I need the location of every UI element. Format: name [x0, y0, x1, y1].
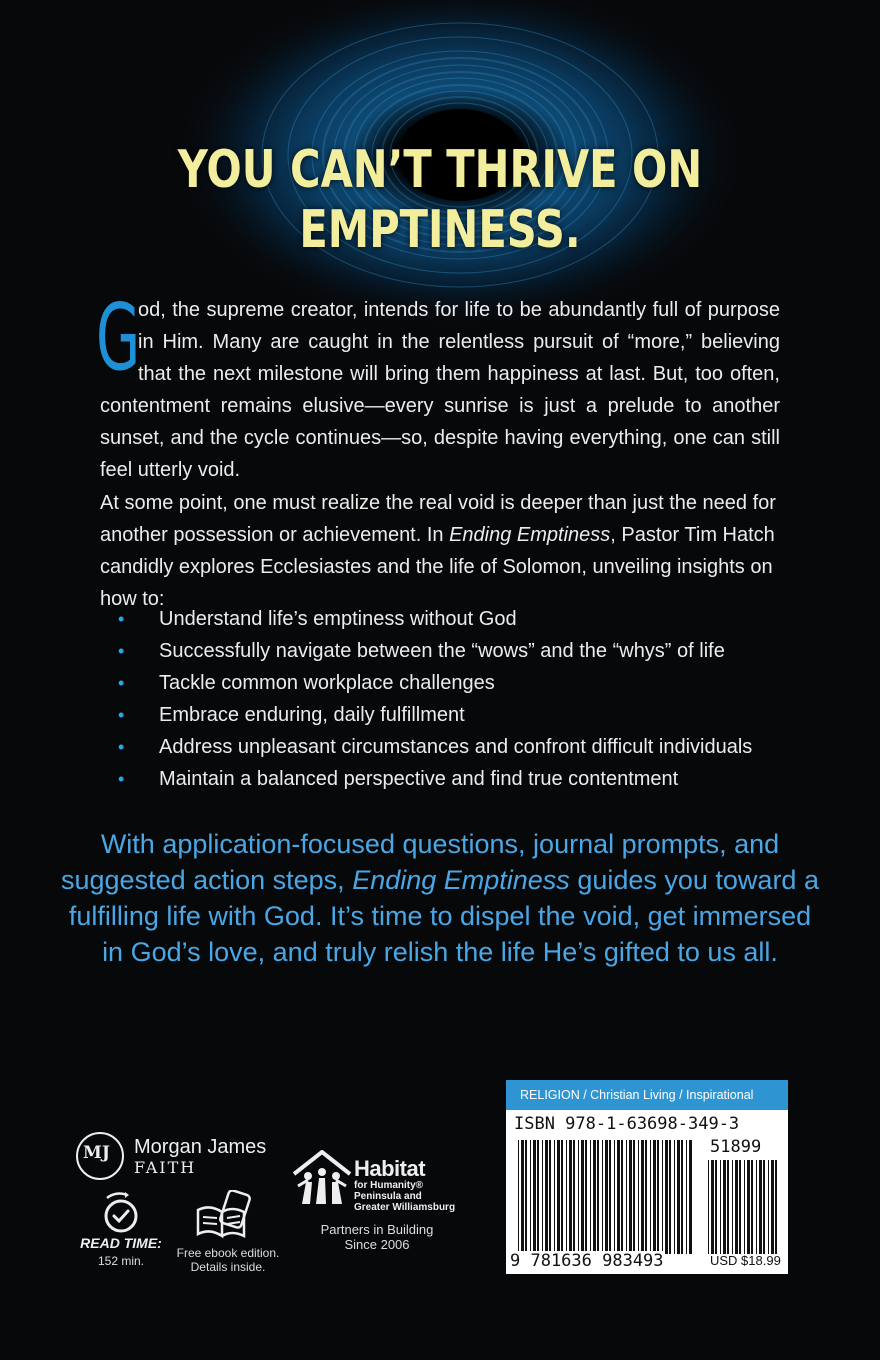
barcode-bar: [768, 1160, 769, 1254]
intro-text: od, the supreme creator, intends for life to be abundantly full of purpose in Him. Many are caught in the relentless pursuit of “more,” believing that the next milestone will bring them happiness at last. But, too often, contentment remains elusive—every sunrise is just a prelude to another sunset, and the cycle continues—so, despite having everything, one can still feel utterly void.: [100, 299, 780, 481]
barcode-bar: [708, 1160, 709, 1254]
barcode-bar: [614, 1140, 615, 1254]
list-item: • Address unpleasant circumstances and confront difficult individuals: [118, 731, 798, 763]
publisher-imprint: FAITH: [134, 1158, 197, 1177]
barcode-bar: [650, 1140, 651, 1254]
drop-cap: G: [96, 284, 141, 391]
list-item: • Successfully navigate between the “wows” and the “whys” of life: [118, 635, 798, 667]
read-time-label: READ TIME:: [80, 1235, 162, 1251]
ebook-device-icon: [194, 1190, 254, 1242]
barcode-bar: [727, 1160, 729, 1254]
isbn-text: ISBN 978-1-63698-349-3: [514, 1114, 740, 1134]
barcode-bar: [629, 1140, 632, 1254]
barcode-bar: [557, 1140, 560, 1254]
list-item: • Maintain a balanced perspective and find true contentment: [118, 763, 798, 795]
barcode-bar: [723, 1160, 726, 1254]
barcode-bar: [720, 1160, 721, 1254]
barcode-bar: [763, 1160, 765, 1254]
barcode-bar: [689, 1140, 692, 1254]
barcode-bar: [669, 1140, 671, 1254]
bisac-category: RELIGION / Christian Living / Inspirational: [506, 1080, 788, 1110]
closing-paragraph: With application-focused questions, journal prompts, and suggested action steps, Ending Emptiness guides you toward a fulfilling life with God. It’s time to dispel the void, get immersed in God’s love, and truly relish the life He’s gifted to us all.: [61, 829, 819, 967]
barcode-bar: [561, 1140, 563, 1254]
barcode-bar: [711, 1160, 714, 1254]
barcode-panel: [506, 1080, 788, 1274]
barcode-bar: [775, 1160, 777, 1254]
barcode-bar: [518, 1140, 519, 1254]
price-code: 51899: [710, 1137, 762, 1157]
barcode-bar: [602, 1140, 603, 1254]
barcode-bar: [715, 1160, 717, 1254]
list-item: • Tackle common workplace challenges: [118, 667, 798, 699]
barcode-bar: [597, 1140, 599, 1254]
barcode-bar: [549, 1140, 551, 1254]
barcode-bar: [590, 1140, 591, 1254]
barcode-bar: [578, 1140, 579, 1254]
barcode-bar: [759, 1160, 762, 1254]
barcode-bar: [545, 1140, 548, 1254]
bullet-icon: •: [118, 769, 125, 789]
barcode-bar: [609, 1140, 611, 1254]
list-item: • Understand life’s emptiness without God: [118, 603, 798, 635]
barcode-bar: [653, 1140, 656, 1254]
barcode-bar: [626, 1140, 627, 1254]
barcode-bar: [747, 1160, 750, 1254]
barcode-bar: [771, 1160, 774, 1254]
barcode-bar: [657, 1140, 659, 1254]
barcode-bar: [581, 1140, 584, 1254]
book-title: Ending Emptiness: [352, 865, 570, 895]
barcode-bar: [641, 1140, 644, 1254]
habitat-subtitle: for Humanity® Peninsula and Greater Williamsburg: [354, 1180, 456, 1213]
habitat-partners: Partners in Building Since 2006: [320, 1222, 434, 1252]
barcode-bar: [674, 1140, 675, 1254]
price: USD $18.99: [710, 1253, 781, 1268]
barcode-bar: [744, 1160, 745, 1254]
read-time-value: 152 min.: [97, 1254, 145, 1268]
book-title: Ending Emptiness: [449, 524, 611, 546]
benefits-list: [118, 603, 798, 795]
second-text-before: At some point, one must realize the real void is deeper than just the need for another possession or achievement. In: [100, 492, 776, 546]
barcode-bar: [633, 1140, 635, 1254]
barcode-bar: [617, 1140, 620, 1254]
stopwatch-icon: [99, 1192, 143, 1234]
barcode-bar: [537, 1140, 539, 1254]
barcode-bar: [566, 1140, 567, 1254]
barcode-bar: [593, 1140, 596, 1254]
barcode-bar: [645, 1140, 647, 1254]
list-item: • Embrace enduring, daily fulfillment: [118, 699, 798, 731]
barcode-bar: [756, 1160, 757, 1254]
house-people-icon: [292, 1150, 352, 1206]
second-text-after: , Pastor Tim Hatch candidly explores Ecclesiastes and the life of Solomon, unveiling insights on how to:: [100, 524, 775, 610]
barcode-bar: [554, 1140, 555, 1254]
barcode-bar: [751, 1160, 753, 1254]
barcode-bar: [521, 1140, 524, 1254]
barcode-bar: [542, 1140, 543, 1254]
barcode-bar: [585, 1140, 587, 1254]
second-paragraph: [100, 487, 780, 615]
publisher-name: Morgan James: [134, 1136, 267, 1158]
barcode-bar: [735, 1160, 738, 1254]
bullet-icon: •: [118, 705, 125, 725]
barcode-bar: [533, 1140, 536, 1254]
intro-paragraph: [96, 284, 780, 486]
barcode-bar: [662, 1140, 663, 1254]
barcode-bar: [573, 1140, 575, 1254]
ebook-text: Free ebook edition. Details inside.: [176, 1246, 280, 1274]
barcode-bar: [569, 1140, 572, 1254]
barcode-bar: [525, 1140, 527, 1254]
barcode-bar: [665, 1140, 668, 1254]
bullet-icon: •: [118, 673, 125, 693]
barcode-bar: [739, 1160, 741, 1254]
bullet-icon: •: [118, 641, 125, 661]
barcode-digits: 9 781636 983493: [510, 1251, 664, 1271]
habitat-title: Habitat: [354, 1156, 426, 1181]
barcode-bar: [677, 1140, 680, 1254]
barcode-bar: [732, 1160, 733, 1254]
barcode-bar: [686, 1140, 687, 1254]
bullet-icon: •: [118, 737, 125, 757]
barcode-bar: [638, 1140, 639, 1254]
publisher-monogram: MJ: [83, 1143, 110, 1163]
barcode-bar: [605, 1140, 608, 1254]
barcode-bar: [621, 1140, 623, 1254]
bullet-icon: •: [118, 609, 125, 629]
barcode-bar: [530, 1140, 531, 1254]
barcode-bar: [681, 1140, 683, 1254]
headline: YOU CAN’T THRIVE ON EMPTINESS.: [177, 140, 703, 260]
